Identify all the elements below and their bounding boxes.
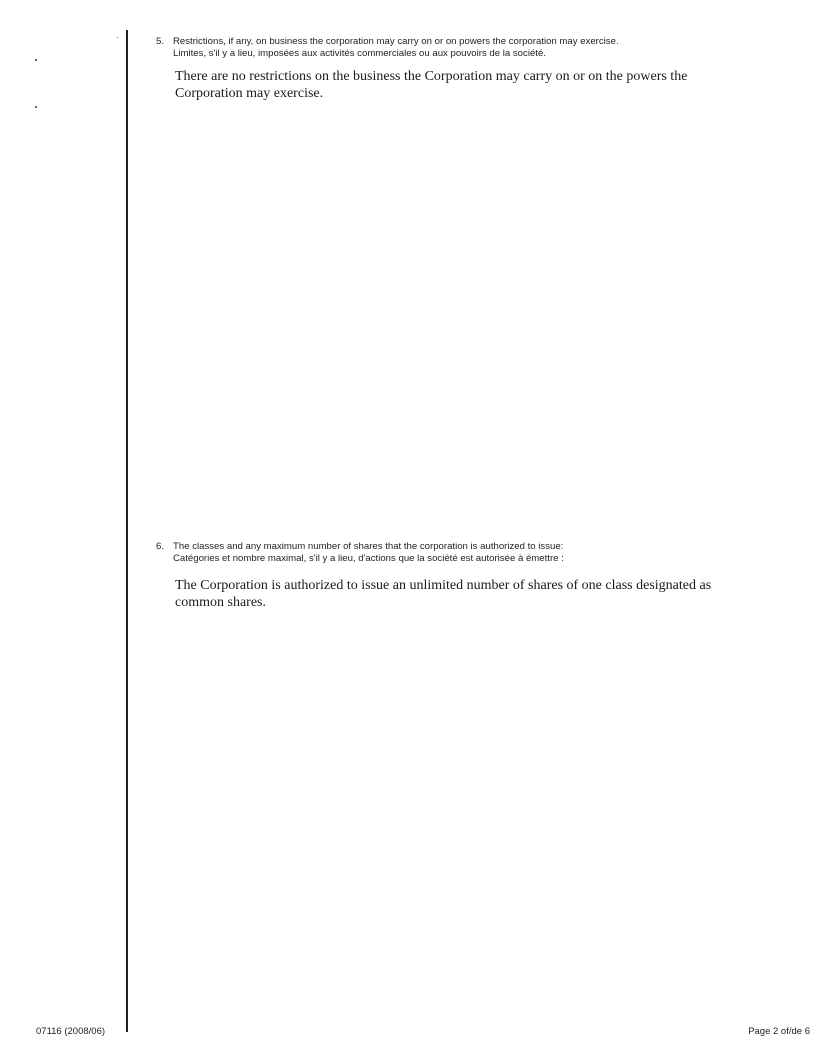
section-5-heading-en: Restrictions, if any, on business the corporation may carry on or on powers the corporation may exercise. — [173, 36, 619, 47]
scan-speck — [35, 106, 37, 108]
section-6-heading-fr: Catégories et nombre maximal, s'il y a lieu, d'actions que la société est autorisée à émettre : — [173, 552, 564, 564]
scan-speck — [35, 59, 37, 61]
section-5-number: 5. — [156, 36, 165, 47]
section-6-number: 6. — [156, 541, 165, 552]
section-5-answer: There are no restrictions on the business the Corporation may carry on or on the powers the Corporation may exercise. — [175, 69, 688, 101]
form-code: 07116 (2008/06) — [36, 1026, 106, 1037]
scan-speck — [117, 37, 118, 38]
section-6-heading — [156, 541, 564, 564]
section-6-answer: The Corporation is authorized to issue an unlimited number of shares of one class designated as common shares. — [175, 578, 712, 610]
section-5-heading-fr: Limites, s'il y a lieu, imposées aux activités commerciales ou aux pouvoirs de la société. — [173, 47, 546, 59]
section-6-heading-en: The classes and any maximum number of shares that the corporation is authorized to issue: — [173, 541, 564, 552]
left-margin-rule — [126, 30, 128, 1032]
section-5-heading — [156, 36, 619, 59]
page-number: Page 2 of/de 6 — [748, 1026, 810, 1037]
